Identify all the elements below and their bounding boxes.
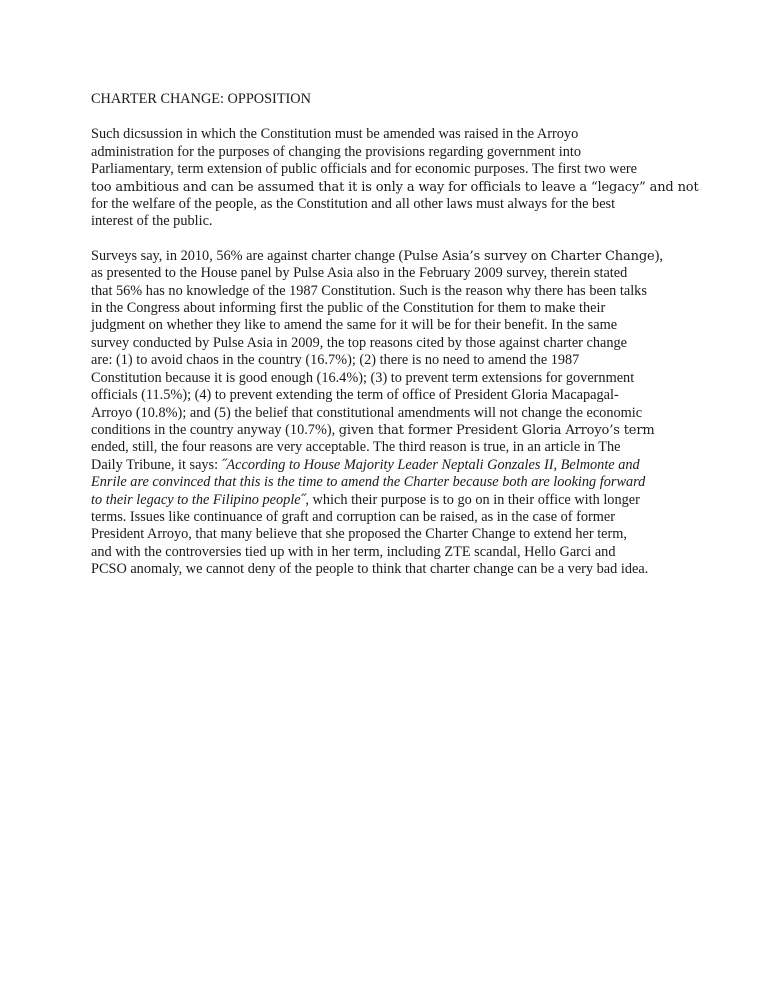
paragraph-2-line-16: terms. Issues like continuance of graft and corruption can be raised, as in the case of former (91, 508, 616, 525)
paragraph-2-line-19: PCSO anomaly, we cannot deny of the people to think that charter change can be a very bad idea. (91, 561, 649, 578)
paragraph-2-line-18: and with the controversies tied up with in her term, including ZTE scandal, Hello Garci and (91, 543, 616, 560)
paragraph-1-line-1: Such dicsussion in which the Constitution must be amended was raised in the Arroyo (91, 126, 579, 143)
document-title: CHARTER CHANGE: OPPOSITION (91, 91, 311, 107)
paragraph-2-line-13 (91, 457, 686, 474)
paragraph-2 (91, 248, 686, 579)
paragraph-2-line-15-end: , which their purpose is to go on in their office with longer (305, 491, 640, 508)
document-body (91, 91, 699, 596)
paragraph-2-line-1-start: Surveys say, in 2010, 56% are against charter change ( (91, 247, 404, 264)
quote-part-1: ˝According to House Majority Leader Neptali Gonzales II, Belmonte and (221, 456, 640, 473)
survey-reference: Pulse Asia’s survey on Charter Change (403, 248, 655, 264)
paragraph-2-line-13-start: Daily Tribune, it says: (91, 456, 222, 473)
paragraph-1-line-6: interest of the public. (91, 213, 213, 230)
paragraph-2-line-2: as presented to the House panel by Pulse Asia also in the February 2009 survey, therein stated (91, 265, 628, 282)
paragraph-1 (91, 126, 699, 230)
paragraph-2-line-9: officials (11.5%); (4) to prevent extending the term of office of President Gloria Macapagal- (91, 387, 619, 404)
paragraph-2-line-1-end: ), (654, 247, 663, 264)
paragraph-1-line-2: administration for the purposes of changing the provisions regarding government into (91, 143, 581, 160)
paragraph-2-line-10: Arroyo (10.8%); and (5) the belief that constitutional amendments will not change the economic (91, 404, 643, 421)
paragraph-1-line-3: Parliamentary, term extension of public officials and for economic purposes. The first two were (91, 161, 638, 178)
paragraph-1-line-5: for the welfare of the people, as the Constitution and all other laws must always for the best (91, 196, 616, 213)
quote-part-3: to their legacy to the Filipino people˝ (91, 491, 306, 508)
paragraph-2-line-11-end: given that former President Gloria Arroyo’s term (338, 422, 655, 438)
paragraph-2-line-7: are: (1) to avoid chaos in the country (16.7%); (2) there is no need to amend the 1987 (91, 352, 580, 369)
quote-part-2: Enrile are convinced that this is the time to amend the Charter because both are looking forward (91, 474, 646, 491)
paragraph-1-line-4: too ambitious and can be assumed that it is only a way for officials to leave a “legacy” and not (91, 179, 699, 195)
paragraph-2-line-11-start: conditions in the country anyway (10.7%), (91, 421, 339, 438)
paragraph-2-line-5: judgment on whether they like to amend the same for it will be for their benefit. In the same (91, 317, 618, 334)
paragraph-2-line-6: survey conducted by Pulse Asia in 2009, the top reasons cited by those against charter change (91, 334, 627, 351)
paragraph-2-line-3: that 56% has no knowledge of the 1987 Constitution. Such is the reason why there has been talks (91, 282, 647, 299)
paragraph-2-line-12: ended, still, the four reasons are very acceptable. The third reason is true, in an article in The (91, 439, 621, 456)
paragraph-2-line-11 (91, 422, 686, 439)
paragraph-2-line-17: President Arroyo, that many believe that she proposed the Charter Change to extend her term, (91, 526, 627, 543)
paragraph-2-line-1 (91, 248, 686, 265)
paragraph-2-line-8: Constitution because it is good enough (16.4%); (3) to prevent term extensions for government (91, 369, 635, 386)
paragraph-2-line-4: in the Congress about informing first the public of the Constitution for them to make their (91, 300, 606, 317)
paragraph-2-line-15 (91, 492, 686, 509)
